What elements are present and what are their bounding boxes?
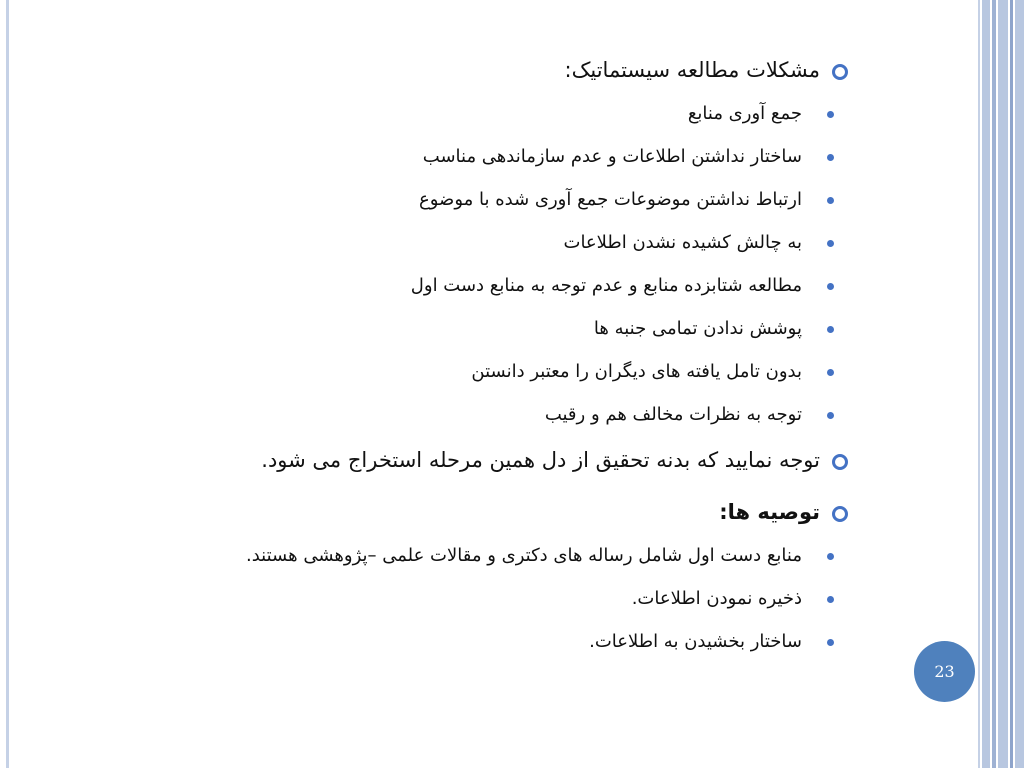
list-item: بدون تامل یافته های دیگران را معتبر دانستن xyxy=(150,360,850,384)
list-item: پوشش ندادن تمامی جنبه ها xyxy=(150,317,850,341)
note-text: توجه نمایید که بدنه تحقیق از دل همین مرحله استخراج می شود. xyxy=(261,448,820,472)
heading-recommendations xyxy=(150,498,850,526)
list-item: ساختار نداشتن اطلاعات و عدم سازماندهی مناسب xyxy=(150,145,850,169)
heading-text: مشکلات مطالعه سیستماتیک: xyxy=(564,58,820,82)
right-border-stripe xyxy=(1015,0,1024,768)
note-research-body xyxy=(150,446,850,474)
list-item: مطالعه شتابزده منابع و عدم توجه به منابع دست اول xyxy=(150,274,850,298)
heading-text: توصیه ها: xyxy=(719,500,820,524)
right-border-stripe xyxy=(998,0,1008,768)
list-item: ساختار بخشیدن به اطلاعات. xyxy=(150,630,850,654)
page-number: 23 xyxy=(934,662,955,681)
right-border-stripe xyxy=(982,0,990,768)
right-border-stripe xyxy=(1010,0,1013,768)
right-border-stripe xyxy=(978,0,980,768)
list-item: منابع دست اول شامل رساله های دکتری و مقالات علمی –پژوهشی هستند. xyxy=(150,544,850,568)
list-item: جمع آوری منابع xyxy=(150,102,850,126)
list-item: ارتباط نداشتن موضوعات جمع آوری شده با موضوع xyxy=(150,188,850,212)
page-number-badge xyxy=(914,641,975,702)
right-border-stripe xyxy=(992,0,996,768)
list-item: به چالش کشیده نشدن اطلاعات xyxy=(150,231,850,255)
left-border-line xyxy=(6,0,9,768)
list-item: ذخیره نمودن اطلاعات. xyxy=(150,587,850,611)
slide-content xyxy=(150,56,850,654)
heading-systematic-study-problems xyxy=(150,56,850,84)
list-item: توجه به نظرات مخالف هم و رقیب xyxy=(150,403,850,427)
